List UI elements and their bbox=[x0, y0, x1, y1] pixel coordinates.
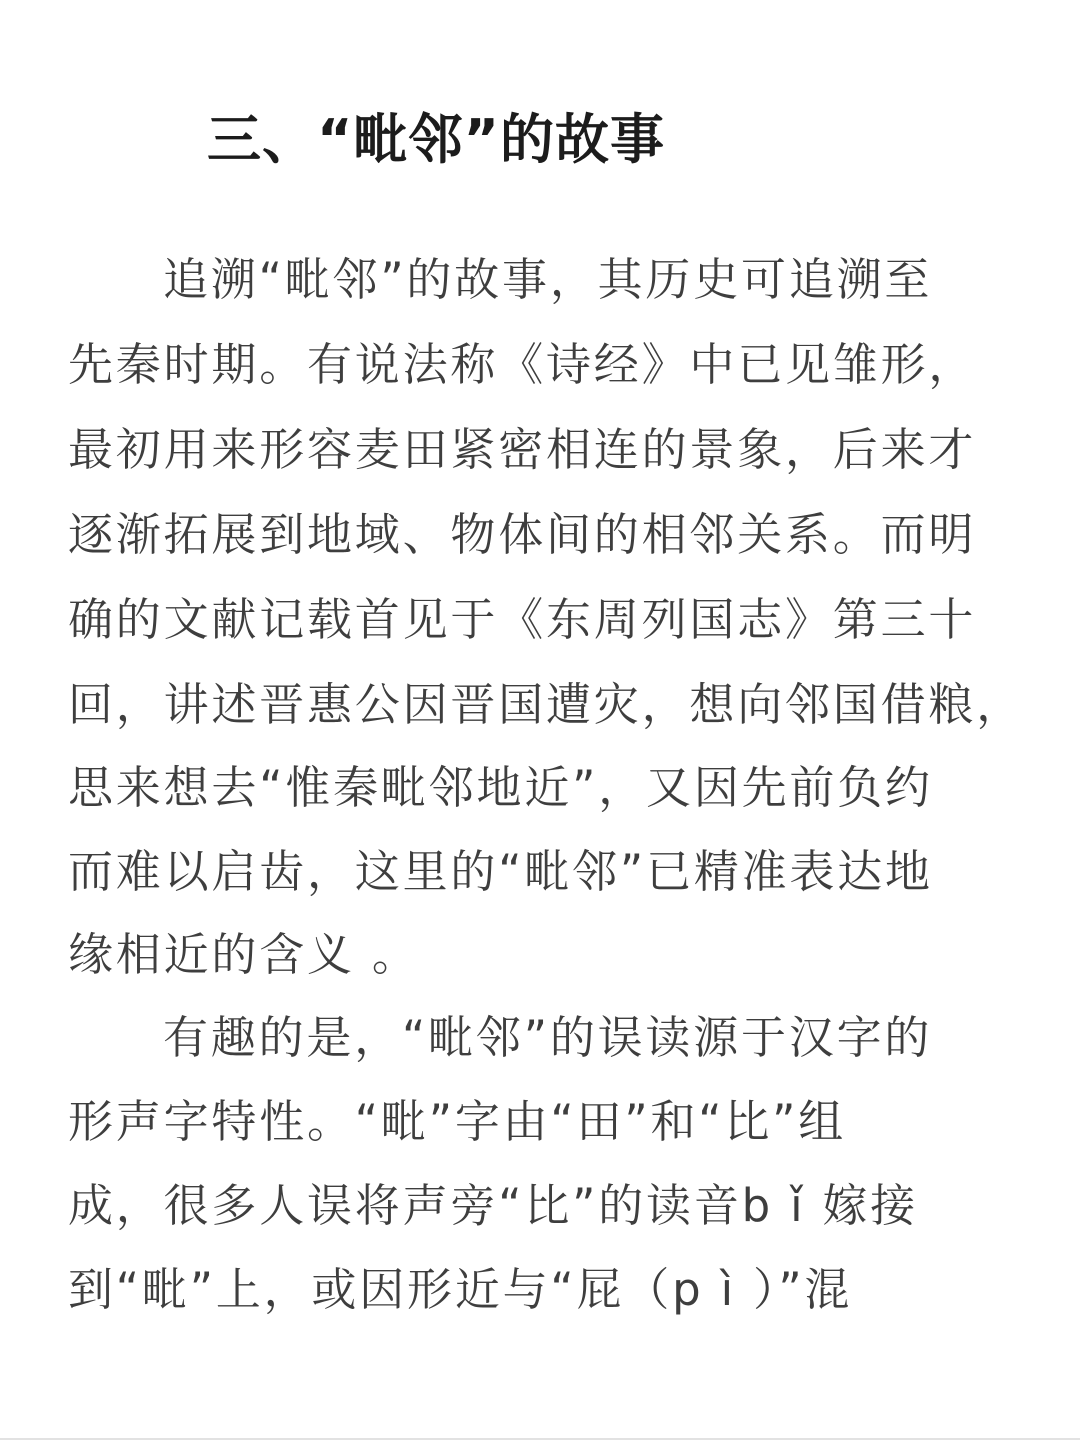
paragraph-line: 思来想去“惟秦毗邻地近”，又因先前负约 bbox=[68, 761, 933, 814]
paragraph-line: 而难以启齿，这里的“毗邻”已精准表达地 bbox=[68, 845, 933, 898]
paragraph-line: 形声字特性。“毗”字由“田”和“比”组 bbox=[68, 1095, 847, 1148]
paragraph-line: 回，讲述晋惠公因晋国遭灾，想向邻国借粮， bbox=[68, 678, 1025, 731]
paragraph-line: 确的文献记载首见于《东周列国志》第三十 bbox=[68, 593, 977, 646]
paragraph-line: 有趣的是，“毗邻”的误读源于汉字的 bbox=[163, 1011, 933, 1064]
paragraph-line: 最初用来形容麦田紧密相连的景象，后来才 bbox=[68, 423, 977, 476]
section-heading: 三、“毗邻”的故事 bbox=[207, 108, 665, 171]
paragraph-line: 追溯“毗邻”的故事，其历史可追溯至 bbox=[163, 253, 933, 306]
paragraph-line: 缘相近的含义 。 bbox=[68, 928, 420, 981]
paragraph-line: 先秦时期。有说法称《诗经》中已见雏形， bbox=[68, 338, 977, 391]
paragraph-line: 到“毗”上，或因形近与“屁（p ì ）”混 bbox=[68, 1263, 853, 1316]
paragraph-line: 成，很多人误将声旁“比”的读音b ǐ 嫁接 bbox=[68, 1179, 919, 1232]
paragraph-line: 逐渐拓展到地域、物体间的相邻关系。而明 bbox=[68, 508, 977, 561]
